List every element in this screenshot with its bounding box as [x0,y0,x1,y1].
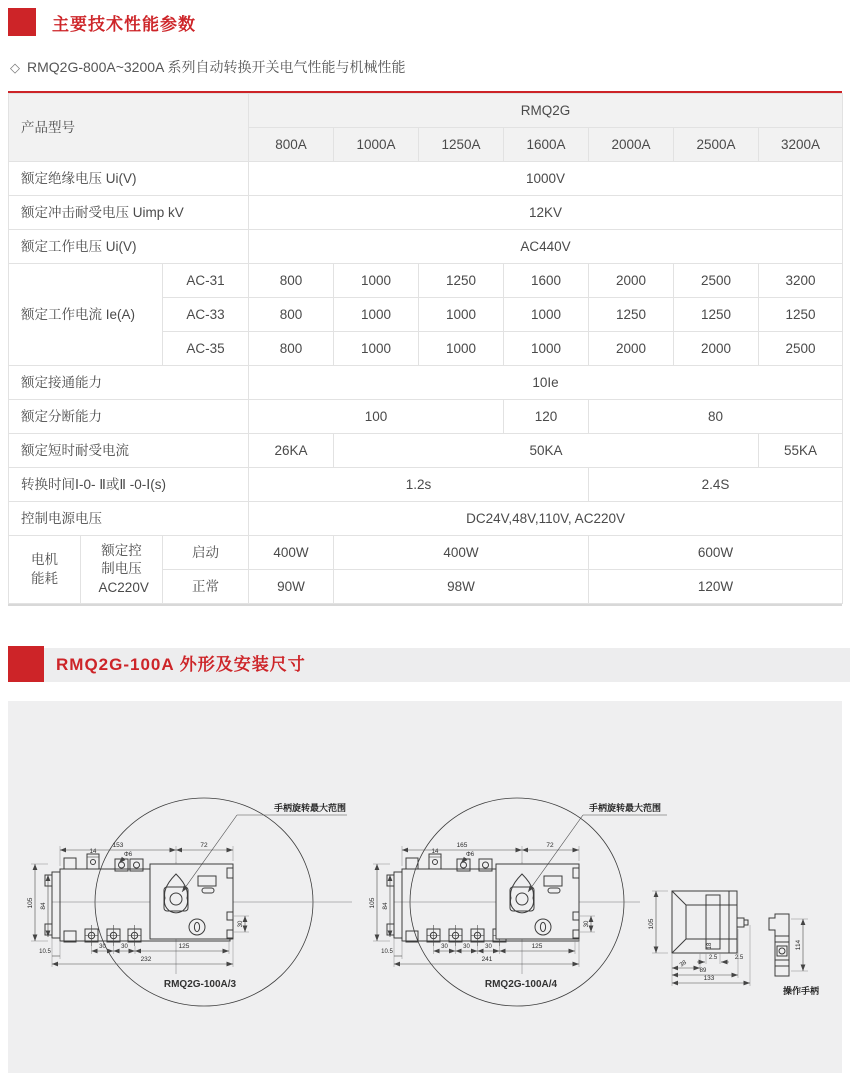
motor-control-label: 额定控制电压AC220V [81,536,163,604]
row-motor-start [9,536,843,570]
dimension-panel [8,701,842,1073]
dim-14: 14 [89,849,97,855]
dim-165: 165 [456,842,468,849]
cell-value: 2500 [674,264,759,298]
col-header: 1000A [334,128,419,162]
cell-value: 600W [589,536,843,570]
cell-value: 1000 [504,298,589,332]
row-current-ac31 [9,264,843,298]
dim-125: 125 [178,943,190,950]
motor-group-label: 电机能耗 [9,536,81,604]
section1-subtitle [10,57,850,77]
dim-125: 125 [531,943,543,950]
col-header: 2000A [589,128,674,162]
dim-72: 72 [546,842,554,849]
sub-label: AC-31 [163,264,249,298]
drawing-rmq2g-100a-4 [369,798,667,1006]
section2-red-marker [8,646,44,682]
rotation-note: 手柄旋转最大范围 [273,803,347,813]
cell-value: 1000 [504,332,589,366]
cell-value: 98W [334,570,589,604]
dim-side30: 30 [238,920,244,928]
dim-30: 30 [99,944,106,950]
cell-value: 2.4S [589,468,843,502]
dim-30: 30 [463,944,470,950]
cell-value: 120 [504,400,589,434]
cell-value: 90W [249,570,334,604]
dim-30: 30 [485,944,492,950]
cell-value: 800 [249,332,334,366]
row-label: 额定分断能力 [9,400,249,434]
cell-value: 1250 [589,298,674,332]
diamond-icon: ◇ [10,60,20,75]
cell-value: 1000V [249,162,843,196]
drawing-label: RMQ2G-100A/3 [163,979,237,990]
sub-label: 启动 [163,536,249,570]
drawing-label: RMQ2G-100A/4 [484,979,558,990]
cell-value: 120W [589,570,843,604]
row-control-voltage [9,502,843,536]
cell-value: 800 [249,264,334,298]
row-label: 额定工作电压 Ui(V) [9,230,249,264]
dim-10-5: 10.5 [39,949,51,955]
dim-105: 105 [27,897,34,909]
cell-value: 1000 [334,298,419,332]
row-breaking [9,400,843,434]
cell-value: DC24V,48V,110V, AC220V [249,502,843,536]
col-header: 1250A [419,128,504,162]
cell-value: 3200 [759,264,843,298]
cell-value: 50KA [334,434,759,468]
dim-72: 72 [200,842,208,849]
brand-header: RMQ2G [249,94,843,128]
row-short-time [9,434,843,468]
dim-114: 114 [795,939,802,951]
dim-38: 38 [678,959,688,969]
rotation-note: 手柄旋转最大范围 [588,803,662,813]
cell-value: 55KA [759,434,843,468]
row-label: 额定短时耐受电流 [9,434,249,468]
dim-10-5: 10.5 [381,949,393,955]
row-working-voltage [9,230,843,264]
cell-value: 1600 [504,264,589,298]
col-header: 3200A [759,128,843,162]
row-transfer-time [9,468,843,502]
cell-value: 2000 [674,332,759,366]
cell-value: 800 [249,298,334,332]
product-label-header: 产品型号 [9,94,249,162]
cell-value: AC440V [249,230,843,264]
row-label: 额定冲击耐受电压 Uimp kV [9,196,249,230]
dimension-drawings [8,701,842,1073]
section1-title: 主要技术性能参数 [52,14,196,34]
row-label: 额定绝缘电压 Ui(V) [9,162,249,196]
row-label: 控制电源电压 [9,502,249,536]
dim-14: 14 [431,849,439,855]
row-label: 转换时间Ⅰ-0- Ⅱ或Ⅱ -0-Ⅰ(s) [9,468,249,502]
cell-value: 2500 [759,332,843,366]
drawing-side-view [648,891,750,986]
row-label: 额定接通能力 [9,366,249,400]
sub-label: AC-33 [163,298,249,332]
cell-value: 2000 [589,332,674,366]
col-header: 1600A [504,128,589,162]
section1-red-marker [8,8,36,36]
cell-value: 1000 [419,298,504,332]
dim-133: 133 [703,975,715,982]
dim-2-5: 2.5 [734,955,744,961]
subtitle-text: RMQ2G-800A~3200A 系列自动转换开关电气性能与机械性能 [27,59,406,75]
dim-hole: Φ6 [465,852,475,858]
dim-84: 84 [40,902,47,910]
cell-value: 1000 [334,264,419,298]
cell-value: 1.2s [249,468,589,502]
cell-value: 1000 [334,332,419,366]
dim-2-5: 2.5 [708,955,718,961]
cell-value: 1250 [759,298,843,332]
row-label: 额定工作电流 Ie(A) [9,264,163,366]
dim-105: 105 [369,897,376,909]
dim-89: 89 [699,968,707,974]
spec-table [8,93,843,604]
cell-value: 400W [334,536,589,570]
cell-value: 1000 [419,332,504,366]
dim-side30: 30 [584,920,590,928]
dim-hole: Φ6 [123,852,133,858]
cell-value: 100 [249,400,504,434]
cell-value: 400W [249,536,334,570]
table-header-row-1 [9,94,843,128]
dim-105: 105 [648,918,655,930]
section2-header [0,646,850,684]
handle-label: 操作手柄 [782,986,820,996]
col-header: 2500A [674,128,759,162]
col-header: 800A [249,128,334,162]
sub-label: AC-35 [163,332,249,366]
row-impulse [9,196,843,230]
cell-value: 12KV [249,196,843,230]
cell-value: 2000 [589,264,674,298]
cell-value: 80 [589,400,843,434]
sub-label: 正常 [163,570,249,604]
drawing-rmq2g-100a-3 [27,798,352,1006]
row-insulation [9,162,843,196]
spec-table-wrap [8,91,842,606]
section2-title: RMQ2G-100A 外形及安装尺寸 [56,655,306,674]
cell-value: 10Ie [249,366,843,400]
row-making [9,366,843,400]
dim-84: 84 [382,902,389,910]
dim-232: 232 [140,956,152,963]
drawing-operating-handle [769,914,819,996]
section1-header [0,0,850,36]
dim-30: 30 [121,944,128,950]
dim-30: 30 [441,944,448,950]
dim-241: 241 [481,956,493,963]
cell-value: 1250 [674,298,759,332]
cell-value: 26KA [249,434,334,468]
cell-value: 1250 [419,264,504,298]
dim-18: 18 [707,942,713,950]
dim-153: 153 [112,842,124,849]
